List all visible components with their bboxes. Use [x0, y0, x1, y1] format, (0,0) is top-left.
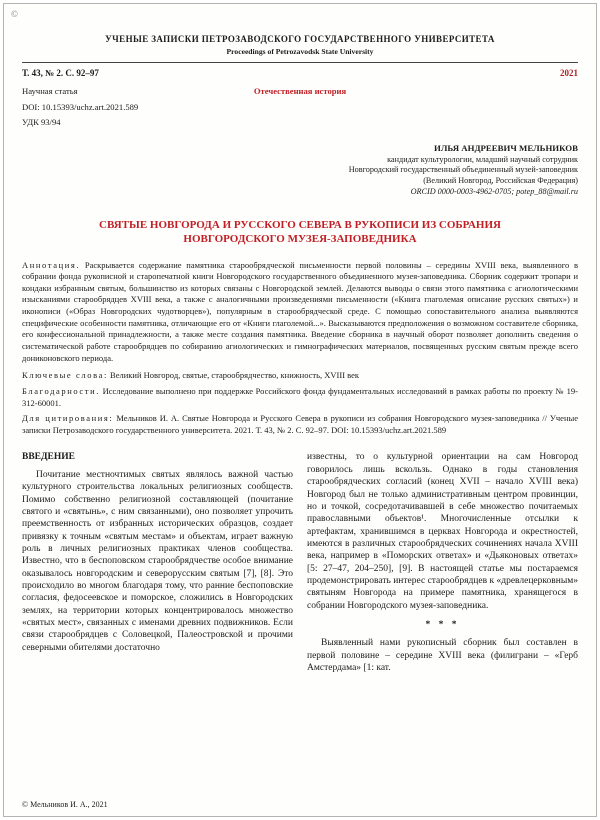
header-rule	[22, 62, 578, 63]
article-type: Научная статья	[22, 86, 78, 96]
year: 2021	[560, 68, 578, 78]
corner-mark: ©	[11, 9, 18, 19]
citation	[22, 413, 578, 436]
author-orcid: ORCID 0000-0003-4962-0705; potep_88@mail.ru	[410, 187, 578, 197]
acknowledgments	[22, 386, 578, 409]
type-section-row	[22, 86, 578, 97]
volume-pages: Т. 43, № 2. С. 92–97	[22, 68, 99, 78]
footer-copyright: © Мельников И. А., 2021	[22, 800, 108, 809]
acknowledgments-text: Исследование выполнено при поддержке Российского фонда фундаментальных исследований в рамках работы по проекту № 19-312-60001.	[22, 385, 578, 408]
abstract-label: Аннотация.	[22, 259, 81, 270]
article-title: СВЯТЫЕ НОВГОРОДА И РУССКОГО СЕВЕРА В РУКОПИСИ ИЗ СОБРАНИЯ НОВГОРОДСКОГО МУЗЕЯ-ЗАПОВЕДНИКА	[99, 218, 501, 246]
keywords-label: Ключевые слова:	[22, 370, 108, 381]
citation-text: Мельников И. А. Святые Новгорода и Русского Севера в рукописи из собрания Новгородского музея-заповедника // Ученые записки Петрозаводского государственного университета. 2021. Т. 43, № 2. С. 92–97. DOI: 10.15393/uchz.art.2021.589	[22, 413, 578, 435]
doi: DOI: 10.15393/uchz.art.2021.589	[22, 102, 139, 112]
abstract-text: Раскрывается содержание памятника старообрядческой письменности первой половины – середины XVIII века, выявленного в собрании фонда рукописной и старопечатной книги Новгородского государственного объединенного музея-заповедника. Сборник содержит тропари и кондаки избранным святым, большинство из которых связаны с Новгородской землей. Делаются выводы о связи этого памятника с агиологическими изысканиями старообрядцев XVIII века, а также с аналогичными произведениями письменности («Книга глаголемая описание русских святых») и иконописи («Образ Новгородских чудотворцев»), популярным в старообрядческой среде. С помощью сопоставительного анализа выявляются специфические особенности памятника, отличающие его от «Книги глаголемой...». Высказываются предположения о возможном составителе сборника, его конфессиональной принадлежности, а также месте создания памятника. Введение сборника в научный оборот позволяет дополнить сведения о систематической работе старообрядцев по собиранию агиологических и гимнографических материалов, посвященных русским святым прежде всего дониконовского периода.	[22, 259, 578, 363]
keywords-text: Великий Новгород, святые, старообрядчество, книжность, XVIII век	[107, 370, 360, 381]
author-location: (Великий Новгород, Российская Федерация)	[423, 176, 578, 186]
citation-label: Для цитирования:	[22, 413, 114, 424]
keywords	[22, 370, 578, 382]
intro-heading: ВВЕДЕНИЕ	[22, 452, 75, 463]
paper-page	[3, 3, 597, 817]
author-affiliation: Новгородский государственный объединенный музей-заповедник	[348, 165, 578, 175]
left-column	[22, 451, 293, 674]
right-paragraph-2: Выявленный нами рукописный сборник был составлен в первой половине – середине XVIII века (филиграни – «Герб Амстердама» [1: кат.	[307, 638, 578, 673]
section-separator: * * *	[425, 619, 460, 630]
right-paragraph-1: известны, то о культурной ориентации на сам Новгород говорилось лишь вскользь. Однако в годы становления старообрядческих согласий (конец XVII – начало XVIII века) Новгород был не только административным центром провинции, но и точкой, сосредотачивавшей в себе множество почитаемых православными объектов¹. Многочисленные отсылки к артефактам, хранившимся в церквах Новгорода и окрестностей, имеются в различных старообрядческих сочинениях начала XVIII века, например в «Поморских ответах» и «Дьяконовых ответах» [5: 27–47, 204–250], [9]. В настоящей статье мы постараемся продемонстрировать интерес старообрядцев к «древлецерковным» святыням Новгорода на примере памятника, хранящегося в собрании Новгородского музея-заповедника.	[307, 452, 578, 611]
acknowledgments-label: Благодарности.	[22, 385, 100, 396]
abstract	[22, 260, 578, 365]
udk: УДК 93/94	[22, 117, 61, 127]
right-column	[307, 451, 578, 674]
author-degree: кандидат культурологии, младший научный сотрудник	[387, 154, 578, 164]
body-columns	[22, 451, 578, 674]
journal-title-en: Proceedings of Petrozavodsk State University	[226, 47, 374, 56]
author-block	[22, 143, 578, 198]
volume-year-row	[22, 68, 578, 78]
author-name: ИЛЬЯ АНДРЕЕВИЧ МЕЛЬНИКОВ	[434, 143, 578, 153]
section-label: Отечественная история	[253, 86, 347, 96]
intro-paragraph: Почитание местночтимых святых являлось важной частью культурного строительства локальных религиозных сообществ. Помимо собственно религиозной составляющей (почитание святого и «святынь», с ним связанными), оно позволяет упрочить преемственность от избранных исторических образцов, создает привязку к точным «святым местам» и объектам, играет важную роль в личных религиозных практиках членов сообщества. Известно, что в беспоповском старообрядчестве особое внимание оказывалось новгородским и северорусским святым [7], [8]. Это происходило во многом благодаря тому, что ранние беспоповские согласия, федосеевское и поморское, сложились в Новгородских землях, на территории которых концентрировалось множество «святых мест», связанных с именами древних подвижников. Если связи старообрядцев с Соловецкой, Палеостровской и прочими северными обителями достаточно	[22, 469, 293, 653]
journal-title-ru: УЧЕНЫЕ ЗАПИСКИ ПЕТРОЗАВОДСКОГО ГОСУДАРСТВЕННОГО УНИВЕРСИТЕТА	[105, 34, 495, 44]
